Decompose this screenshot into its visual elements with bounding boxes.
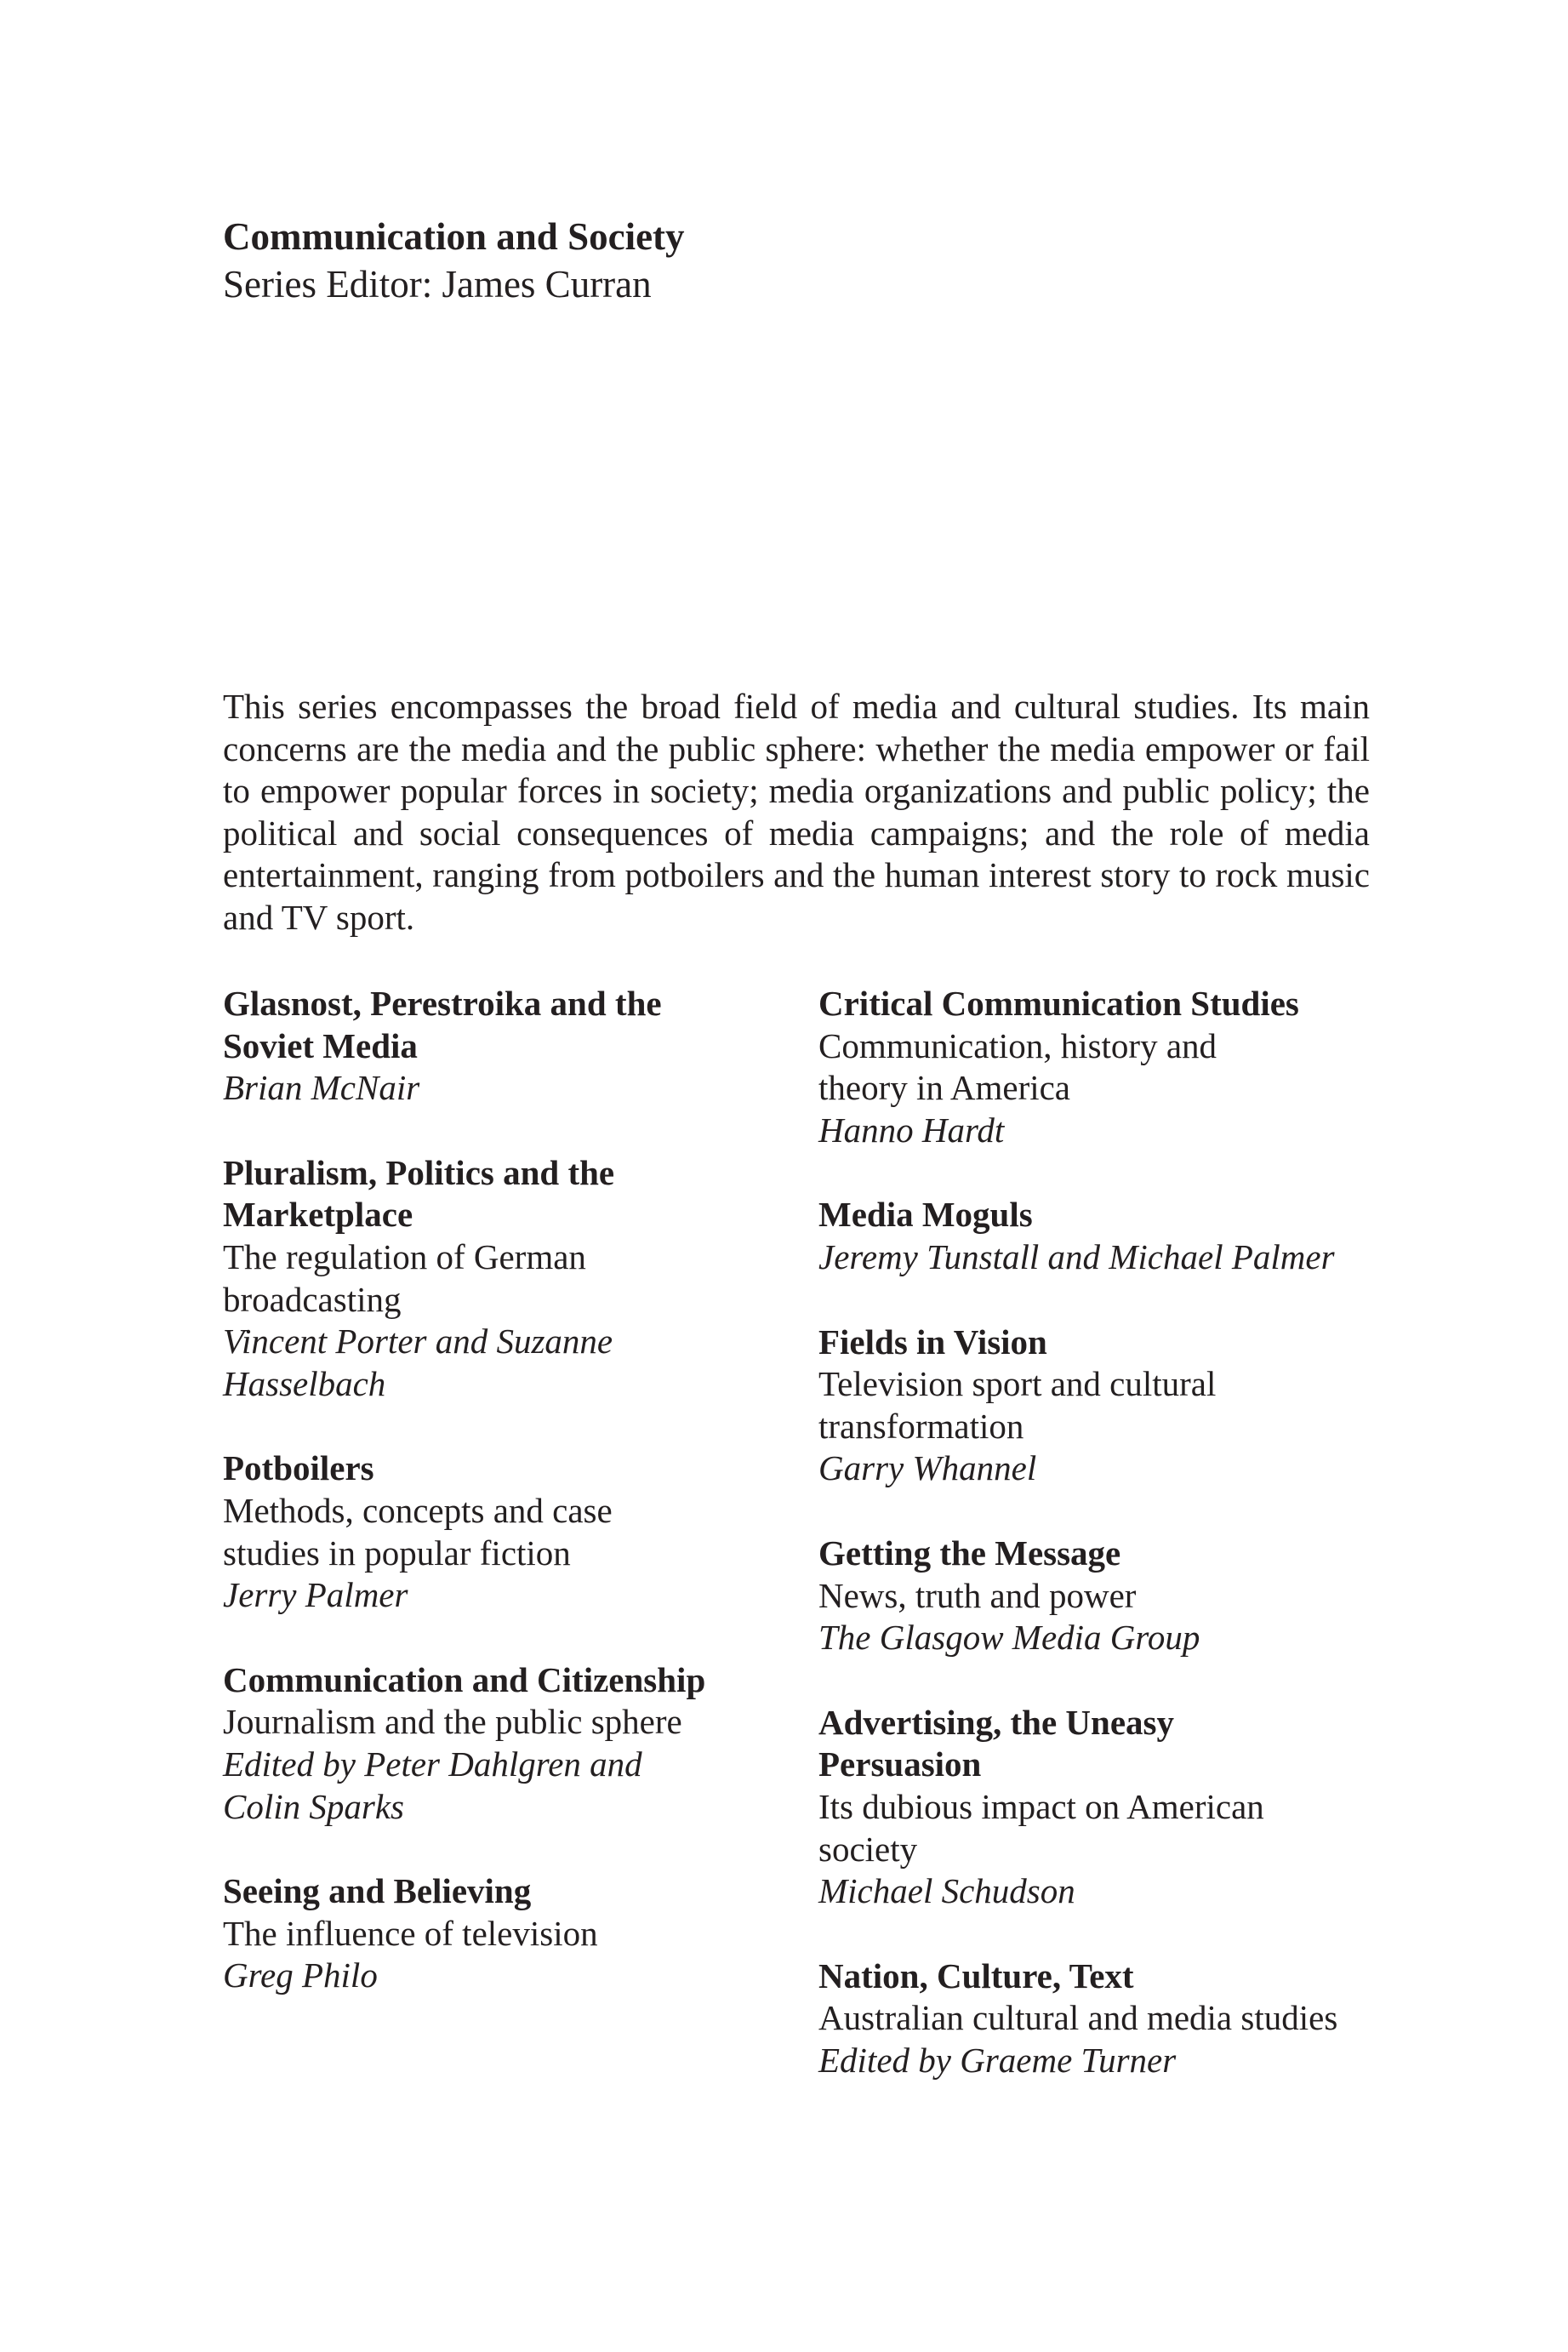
series-title: Communication and Society [223, 215, 685, 258]
book-subtitle: Its dubious impact on American society [818, 1786, 1264, 1869]
book-title: Communication and Citizenship [223, 1659, 706, 1699]
book-subtitle: Australian cultural and media studies [818, 1998, 1338, 2038]
book-author: Garry Whannel [818, 1448, 1037, 1488]
book-subtitle: News, truth and power [818, 1575, 1137, 1615]
book-author: Michael Schudson [818, 1871, 1075, 1911]
series-header [223, 213, 1414, 308]
book-author: Jerry Palmer [223, 1575, 408, 1615]
book-title: Critical Communication Studies [818, 984, 1299, 1023]
book-list-right [818, 983, 1397, 2124]
book-title: Media Moguls [818, 1195, 1033, 1235]
series-editor: Series Editor: James Curran [223, 263, 652, 305]
book-subtitle: Television sport and cultural transformation [818, 1364, 1217, 1446]
book-title: Seeing and Believing [223, 1871, 532, 1911]
book-list-left [223, 983, 767, 2040]
book-entry [223, 1152, 699, 1406]
book-title: Potboilers [223, 1448, 374, 1488]
book-subtitle: Journalism and the public sphere [223, 1702, 682, 1742]
book-entry [818, 1702, 1346, 1913]
book-entry [223, 1870, 699, 1997]
book-title: Advertising, the Uneasy Persuasion [818, 1702, 1174, 1784]
book-entry [818, 1194, 1397, 1278]
book-entry [818, 1533, 1295, 1659]
book-author: Greg Philo [223, 1955, 378, 1995]
book-entry [818, 1322, 1295, 1490]
book-entry [223, 983, 699, 1110]
book-subtitle: The regulation of German broadcasting [223, 1236, 586, 1319]
book-entry [223, 1447, 699, 1616]
book-subtitle: Communication, history and theory in America [818, 1025, 1217, 1108]
book-author: Jeremy Tunstall and Michael Palmer [818, 1236, 1335, 1276]
book-entry [818, 1955, 1397, 2082]
book-title: Getting the Message [818, 1533, 1121, 1573]
book-entry [818, 983, 1397, 1151]
book-title: Pluralism, Politics and the Marketplace [223, 1152, 615, 1235]
book-title: Fields in Vision [818, 1322, 1047, 1362]
book-subtitle: Methods, concepts and case studies in popular fiction [223, 1490, 613, 1573]
book-author: Edited by Graeme Turner [818, 2040, 1177, 2080]
book-author: Vincent Porter and Suzanne Hasselbach [223, 1322, 613, 1403]
book-author: Brian McNair [223, 1068, 420, 1108]
book-author: The Glasgow Media Group [818, 1618, 1200, 1658]
book-author: Edited by Peter Dahlgren and Colin Sparks [223, 1744, 642, 1826]
book-author: Hanno Hardt [818, 1110, 1005, 1150]
series-description: This series encompasses the broad field of media and cultural studies. Its main concerns are the media and the public sphere: whether the media empower or fail to empower popular forces in society; media organizations and public policy; the political and social consequences of media campaigns; and the role of media entertainment, ranging from potboilers and the human interest story to rock music and TV sport. [223, 687, 1370, 937]
book-subtitle: The influence of television [223, 1913, 598, 1953]
book-entry [223, 1659, 767, 1828]
book-title: Nation, Culture, Text [818, 1955, 1134, 1995]
book-title: Glasnost, Perestroika and the Soviet Media [223, 984, 662, 1065]
